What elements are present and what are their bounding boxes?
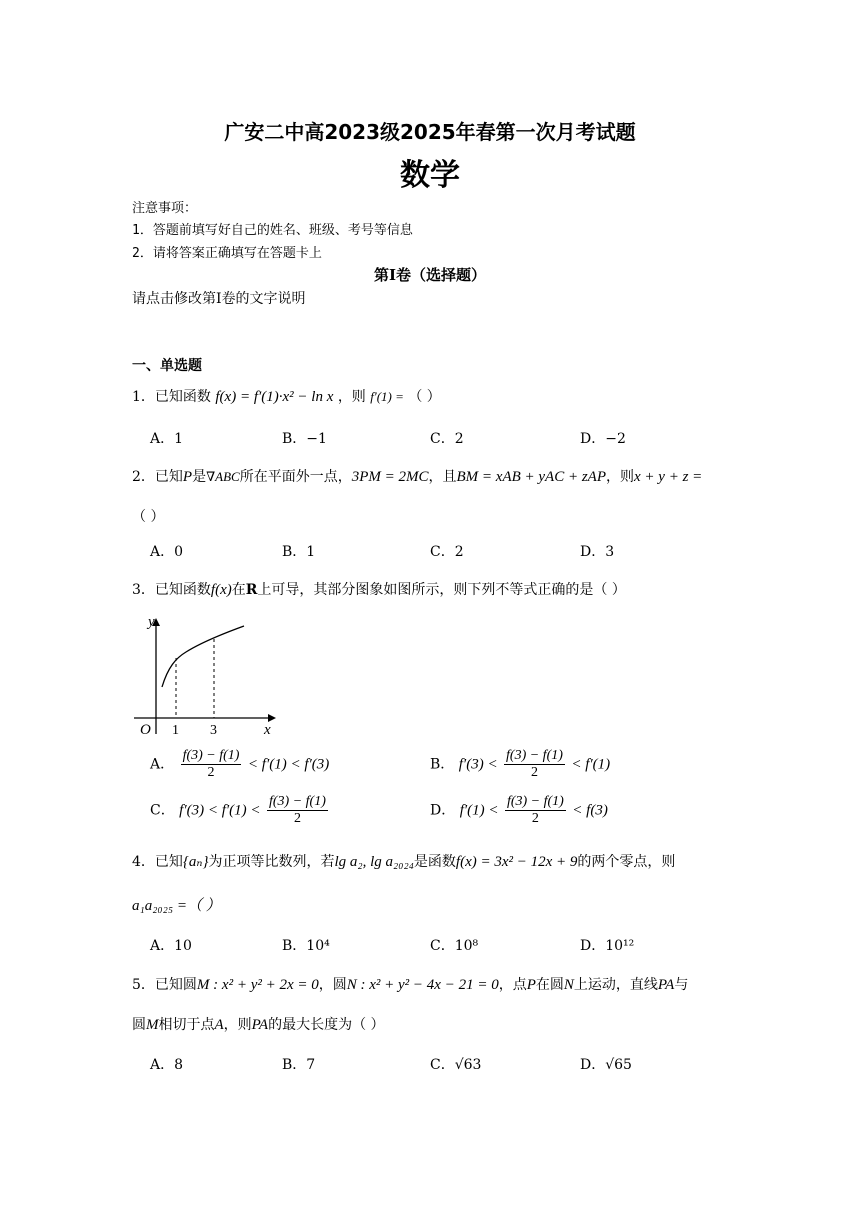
question-2-stem <box>132 466 702 486</box>
q3-mid: 在 <box>231 582 246 598</box>
q4-logs: lg a₂, lg a₂₀₂₄ <box>334 854 414 870</box>
question-4-stem <box>132 851 675 871</box>
section-description: 请点击修改第I卷的文字说明 <box>132 291 306 307</box>
tick-label-3: 3 <box>210 723 217 738</box>
q2-mid2: 所在平面外一点， <box>239 469 352 485</box>
q5-n: N <box>563 977 574 993</box>
q1-formula-2: f′(1) = <box>370 389 404 404</box>
q3-d-num: f(3) − f(1) <box>506 794 564 809</box>
q2-option-d: D．3 <box>580 544 615 560</box>
question-5-stem <box>132 974 688 994</box>
part-heading: 一、单选题 <box>132 358 202 374</box>
question-3-stem <box>132 579 626 599</box>
q4-option-d: D．10¹² <box>580 938 635 954</box>
q1-suffix: （ ） <box>408 389 441 405</box>
x-axis-arrow <box>268 714 276 722</box>
q5-l2-pa: PA <box>251 1017 269 1033</box>
q2-p: P <box>182 469 193 485</box>
q2-vector-eq-2: BM = xAB + yAC + zAP <box>456 469 607 485</box>
q3-fx: f(x) <box>210 582 232 598</box>
q3-c-den: 2 <box>293 811 301 826</box>
q3-a-den: 2 <box>207 765 215 780</box>
q4-option-a: A．10 <box>150 938 192 954</box>
q5-l2-a: A <box>214 1017 224 1033</box>
q2-triangle: ∇ABC <box>206 469 240 484</box>
q3-option-c <box>150 794 330 827</box>
subject-title: 数学 <box>400 158 460 193</box>
q2-mid4: ，则 <box>606 469 635 485</box>
q4-line-2: a₁a₂₀₂₅ =（ ） <box>132 898 221 914</box>
q5-mid: ，圆 <box>318 977 347 993</box>
q5-option-a: A．8 <box>150 1057 184 1073</box>
q2-sum: x + y + z = <box>634 469 703 485</box>
exam-title: 广安二中高2023级2025年春第一次月考试题 <box>224 120 636 144</box>
q5-l2-m: M <box>146 1017 159 1033</box>
q3-option-d <box>430 794 608 827</box>
q4-option-c: C．10⁸ <box>430 938 479 954</box>
q4-mid2: 是函数 <box>413 854 456 870</box>
q5-suffix: 与 <box>674 977 689 993</box>
q4-suffix: 的两个零点，则 <box>577 854 676 870</box>
q3-b-fraction <box>504 748 565 781</box>
q3-d-letter: D． <box>430 802 456 819</box>
q3-b-lead: f′(3) < <box>458 756 498 773</box>
q3-c-fraction <box>267 794 328 827</box>
function-curve <box>162 626 244 687</box>
q2-mid: 是 <box>192 469 207 485</box>
q3-a-fraction <box>181 748 242 781</box>
q3-b-letter: B． <box>430 756 455 773</box>
q3-b-den: 2 <box>530 765 538 780</box>
q2-option-c: C．2 <box>430 544 464 560</box>
q3-suffix: 上可导，其部分图象如图所示，则下列不等式正确的是（ ） <box>257 582 626 598</box>
q3-d-rest: < f(3) <box>572 802 608 819</box>
q5-prefix: 5．已知圆 <box>132 977 197 993</box>
q5-option-b: B．7 <box>282 1057 316 1073</box>
q2-line-2: （ ） <box>132 509 165 525</box>
q5-option-c: C．√63 <box>430 1057 482 1073</box>
section-title: 第I卷（选择题） <box>373 266 487 284</box>
q1-prefix: 1．已知函数 <box>132 389 211 405</box>
notice-item-1: 1．答题前填写好自己的姓名、班级、考号等信息 <box>132 223 413 238</box>
q3-option-a <box>150 748 329 781</box>
q5-mid2: ，点 <box>498 977 527 993</box>
q3-option-b <box>430 748 610 781</box>
q5-l2a: 圆 <box>132 1017 146 1033</box>
q3-a-num: f(3) − f(1) <box>182 748 240 763</box>
q4-option-b: B．10⁴ <box>282 938 330 954</box>
q1-option-d: D．−2 <box>580 431 626 447</box>
notice-heading: 注意事项： <box>132 201 198 216</box>
q5-p: P <box>526 977 536 993</box>
tick-label-1: 1 <box>172 723 179 738</box>
q5-circle-m: M : x² + y² + 2x = 0 <box>196 977 319 993</box>
q1-mid: ，则 <box>337 389 366 405</box>
q1-option-c: C．2 <box>430 431 464 447</box>
q1-option-a: A．1 <box>150 431 184 447</box>
question-1-stem <box>132 386 441 406</box>
q3-c-lead: f′(3) < f′(1) < <box>179 802 261 819</box>
q3-d-lead: f′(1) < <box>459 802 499 819</box>
q2-vector-eq-1: 3PM = 2MC <box>351 469 429 485</box>
q4-function: f(x) = 3x² − 12x + 9 <box>455 854 578 870</box>
q3-c-num: f(3) − f(1) <box>269 794 326 809</box>
q5-option-d: D．√65 <box>580 1057 632 1073</box>
q3-c-letter: C． <box>150 802 175 819</box>
q5-l2c: ，则 <box>223 1017 252 1033</box>
origin-label: O <box>140 722 151 738</box>
notice-item-2: 2．请将答案正确填写在答题卡上 <box>132 246 322 261</box>
q1-option-b: B．−1 <box>282 431 327 447</box>
q3-d-fraction <box>505 794 566 827</box>
q3-a-rest: < f′(1) < f′(3) <box>247 756 330 773</box>
q3-a-letter: A． <box>150 756 175 773</box>
q2-mid3: ，且 <box>428 469 457 485</box>
q1-formula: f(x) = f′(1)·x² − ln x <box>215 389 334 405</box>
q4-mid: 为正项等比数列，若 <box>208 854 335 870</box>
q5-l2b: 相切于点 <box>158 1017 215 1033</box>
q2-option-b: B．1 <box>282 544 316 560</box>
q5-mid3: 在圆 <box>535 977 564 993</box>
q2-option-a: A．0 <box>150 544 184 560</box>
q3-b-rest: < f′(1) <box>571 756 611 773</box>
q5-pa: PA <box>657 977 675 993</box>
y-axis-label: y <box>148 614 155 630</box>
q4-prefix: 4．已知 <box>132 854 183 870</box>
q5-circle-n: N : x² + y² − 4x − 21 = 0 <box>346 977 499 993</box>
q2-prefix: 2．已知 <box>132 469 183 485</box>
q3-b-num: f(3) − f(1) <box>506 748 563 763</box>
q5-mid4: 上运动，直线 <box>573 977 658 993</box>
q5-l2d: 的最大长度为（ ） <box>268 1017 385 1033</box>
q3-real-set: R <box>245 582 258 598</box>
q3-prefix: 3．已知函数 <box>132 582 211 598</box>
q4-sequence: {aₙ} <box>182 854 209 870</box>
q5-line-2 <box>132 1014 385 1034</box>
q3-d-den: 2 <box>531 811 539 826</box>
q3-function-graph <box>128 612 278 742</box>
x-axis-label: x <box>264 722 271 738</box>
